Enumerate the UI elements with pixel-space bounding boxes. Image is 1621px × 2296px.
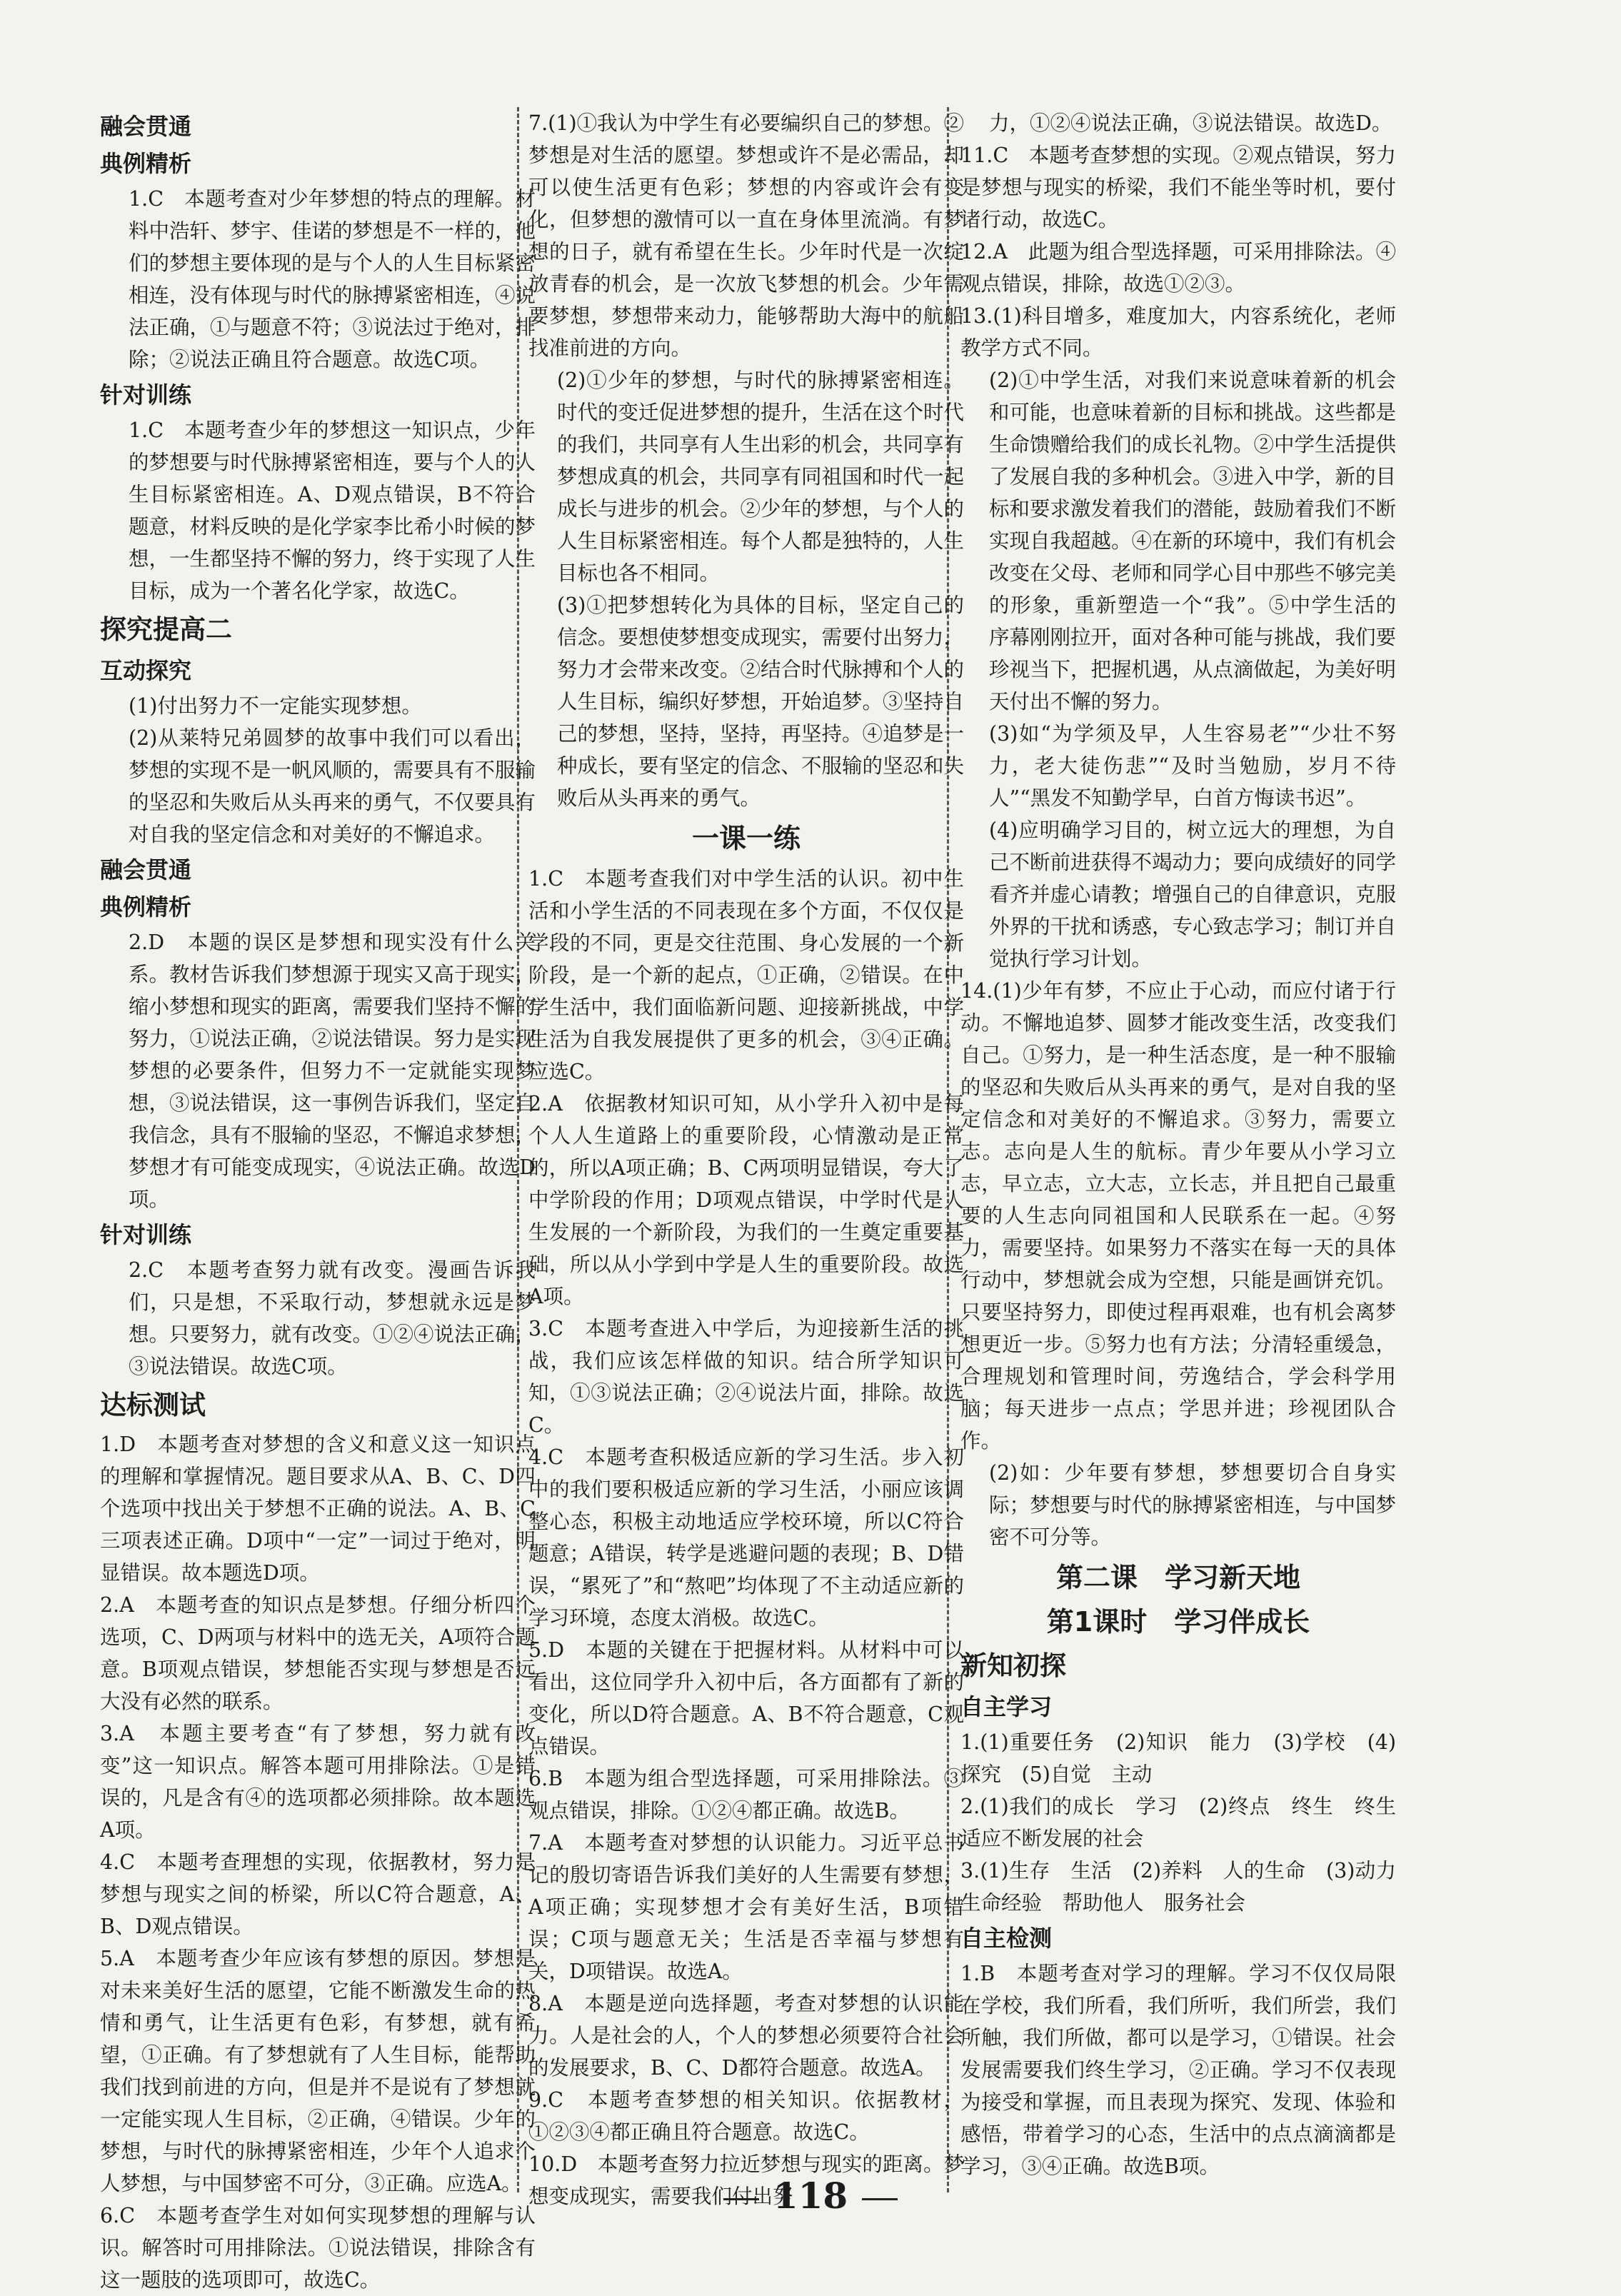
section-heading: 新知初探 (960, 1650, 1066, 1681)
section-heading: 探究提高二 (100, 614, 232, 645)
answer-item: 2.A 本题考查的知识点是梦想。仔细分析四个选项，C、D两项与材料中的选无关，A项符合题意。B项观点错误，梦想能否实现与梦想是否远大没有必然的联系。 (100, 1593, 536, 1713)
page-number (0, 2175, 1621, 2217)
answer-paragraph: (3)①把梦想转化为具体的目标，坚定自己的信念。要想使梦想变成现实，需要付出努力，努力才会带来改变。②结合时代脉搏和个人的人生目标，编织好梦想，开始追梦。③坚持自己的梦想，坚持，坚持，再坚持。④追梦是一种成长，要有坚定的信念、不服输的坚忍和失败后从头再来的勇气。 (557, 593, 965, 810)
answer-item: 1.D 本题考查对梦想的含义和意义这一知识点的理解和掌握情况。题目要求从A、B、C、D四个选项中找出关于梦想不正确的说法。A、B、C三项表述正确。D项中“一定”一词过于绝对，明显错误。故本题选D项。 (100, 1433, 536, 1585)
answer-paragraph: (2)①中学生活，对我们来说意味着新的机会和可能，也意味着新的目标和挑战。这些都是生命馈赠给我们的成长礼物。②中学生活提供了发展自我的多种机会。③进入中学，新的目标和要求激发着我们的潜能，鼓励着我们不断实现自我超越。④在新的环境中，我们有机会改变在父母、老师和同学心目中那些不够完美的形象，重新塑造一个“我”。⑤中学生活的序幕刚刚拉开，面对各种可能与挑战，我们要珍视当下，把握机遇，从点滴做起，为美好明天付出不懈的努力。 (989, 369, 1397, 713)
answer-item: 14.(1)少年有梦，不应止于心动，而应付诸于行动。不懈地追梦、圆梦才能改变生活，改变我们自己。①努力，是一种生活态度，是一种不服输的坚忍和失败后从头再来的勇气，是对自我的坚定信念和对美好的不懈追求。③努力，需要立志。志向是人生的航标。青少年要从小学习立志，早立志，立大志，立长志，并且把自己最重要的人生志向同祖国和人民联系在一起。④努力，需要坚持。如果努力不落实在每一天的具体行动中，梦想就会成为空想，只能是画饼充饥。只要坚持努力，即使过程再艰难，也有机会离梦想更近一步。⑤努力也有方法；分清轻重缓急，合理规划和管理时间，劳逸结合，学会科学用脑；每天进步一点点；学思并进；珍视团队合作。 (960, 979, 1396, 1453)
middle-column (528, 107, 964, 2212)
section-heading: 达标测试 (100, 1390, 206, 1420)
lesson-title: 第二课 学习新天地 (1055, 1562, 1300, 1593)
answer-item: 11.C 本题考查梦想的实现。②观点错误，努力是梦想与现实的桥梁，我们不能坐等时机，要付诸行动，故选C。 (960, 144, 1396, 231)
answer-item: 7.(1)①我认为中学生有必要编织自己的梦想。②梦想是对生活的愿望。梦想或许不是必需品，却可以使生活更有色彩；梦想的内容或许会有变化，但梦想的激情可以一直在身体里流淌。有梦想的日子，就有希望在生长。少年时代是一次绽放青春的机会，是一次放飞梦想的机会。少年需要梦想，梦想带来动力，能够帮助大海中的航船找准前进的方向。 (528, 111, 964, 360)
answer-item: 2.A 依据教材知识可知，从小学升入初中是每个人人生道路上的重要阶段，心情激动是正常的，所以A项正确；B、C两项明显错误，夸大了中学阶段的作用；D项观点错误，中学时代是人生发展的一个新阶段，为我们的一生奠定重要基础，所以从小学到中学是人生的重要阶段。故选A项。 (528, 1092, 964, 1308)
answer-item: 1.B 本题考查对学习的理解。学习不仅仅局限在学校，我们所看，我们所听，我们所尝，我们所触，我们所做，都可以是学习，①错误。社会发展需要我们终生学习，②正确。学习不仅表现为接受和掌握，而且表现为探究、发现、体验和感悟，带着学习的心态，生活中的点点滴滴都是学习，③④正确。故选B项。 (960, 1962, 1396, 2178)
section-title: 针对训练 (100, 1221, 192, 1248)
answer-item: 2.(1)我们的成长 学习 (2)终点 终生 终生 适应不断发展的社会 (960, 1795, 1417, 1850)
period-title: 第1课时 学习伴成长 (1046, 1606, 1310, 1638)
answer-item: 5.D 本题的关键在于把握材料。从材料中可以看出，这位同学升入初中后，各方面都有了新的变化，所以D符合题意。A、B不符合题意，C观点错误。 (528, 1638, 964, 1758)
answer-paragraph: (4)应明确学习目的，树立远大的理想，为自己不断前进获得不竭动力；要向成绩好的同学看齐并虚心请教；增强自己的自律意识，克服外界的干扰和诱惑，专心致志学习；制订并自觉执行学习计划。 (989, 818, 1397, 971)
answer-item: 3.(1)生存 生活 (2)养料 人的生命 (3)动力 生命经验 帮助他人 服务社会 (960, 1859, 1417, 1915)
answer-item: 7.A 本题考查对梦想的认识能力。习近平总书记的殷切寄语告诉我们美好的人生需要有梦想，A项正确；实现梦想才会有美好生活，B项错误；C项与题意无关；生活是否幸福与梦想有关，D项错误。故选A。 (528, 1831, 964, 1983)
answer-item: 1.C 本题考查我们对中学生活的认识。初中生活和小学生活的不同表现在多个方面，不仅仅是学段的不同，更是交往范围、身心发展的一个新阶段，是一个新的起点，①正确，②错误。在中学生活中，我们面临新问题、迎接新挑战，中学生活为自我发展提供了更多的机会，③④正确。应选C。 (528, 867, 964, 1083)
answer-item: 4.C 本题考查积极适应新的学习生活。步入初中的我们要积极适应新的学习生活，小丽应该调整心态，积极主动地适应学校环境，所以C符合题意；A错误，转学是逃避问题的表现；B、D错误，“累死了”和“熬吧”均体现了不主动适应新的学习环境，态度太消极。故选C。 (528, 1445, 964, 1630)
answer-item: 12.A 此题为组合型选择题，可采用排除法。④观点错误，排除，故选①②③。 (960, 240, 1396, 296)
answer-item: 4.C 本题考查理想的实现，依据教材，努力是梦想与现实之间的桥梁，所以C符合题意，A、B、D观点错误。 (100, 1850, 536, 1938)
answer-paragraph: 1.C 本题考查对少年梦想的特点的理解。材料中浩轩、梦宇、佳诺的梦想是不一样的，他们的梦想主要体现的是与个人的人生目标紧密相连，没有体现与时代的脉搏紧密相连，④说法正确，①与题意不符；③说法过于绝对，排除；②说法正确且符合题意。故选C项。 (129, 187, 536, 371)
answer-paragraph: (3)如“为学须及早，人生容易老”“少壮不努力，老大徒伤悲”“及时当勉励，岁月不待人”“黑发不知勤学早，白首方悔读书迟”。 (989, 722, 1396, 810)
answer-paragraph: (2)①少年的梦想，与时代的脉搏紧密相连。时代的变迁促进梦想的提升，生活在这个时代的我们，共同享有人生出彩的机会，共同享有梦想成真的机会，共同享有同祖国和时代一起成长与进步的机会。②少年的梦想，与个人的人生目标紧密相连。每个人都是独特的，人生目标也各不相同。 (557, 369, 965, 585)
section-title: 融会贯通 (100, 856, 192, 883)
left-column (100, 107, 536, 2296)
section-title: 融会贯通 (100, 113, 192, 140)
answer-paragraph: 2.C 本题考查努力就有改变。漫画告诉我们，只是想，不采取行动，梦想就永远是梦想。只要努力，就有改变。①②④说法正确，③说法错误。故选C项。 (129, 1258, 536, 1378)
answer-paragraph: (1)付出努力不一定能实现梦想。 (129, 694, 422, 718)
answer-item: 9.C 本题考查梦想的相关知识。依据教材，①②③④都正确且符合题意。故选C。 (528, 2088, 964, 2144)
answer-paragraph: 1.C 本题考查少年的梦想这一知识点，少年的梦想要与时代脉搏紧密相连，要与个人的人生目标紧密相连。A、D观点错误，B不符合题意，材料反映的是化学家李比希小时候的梦想，一生都坚持不懈的努力，终于实现了人生目标，成为一个著名化学家，故选C。 (129, 418, 536, 603)
answer-item: 1.(1)重要任务 (2)知识 能力 (3)学校 (4)探究 (5)自觉 主动 (960, 1730, 1396, 1786)
answer-paragraph: (2)如：少年要有梦想，梦想要切合自身实际；梦想要与时代的脉搏紧密相连，与中国梦密不可分等。 (989, 1461, 1397, 1549)
page-number-dash-right (862, 2198, 898, 2200)
answer-item: 8.A 本题是逆向选择题，考查对梦想的认识能力。人是社会的人，个人的梦想必须要符合社会的发展要求，B、C、D都符合题意。故选A。 (528, 1992, 964, 2080)
section-title: 针对训练 (100, 381, 192, 408)
page-number-dash-left (723, 2198, 759, 2200)
section-subtitle: 互动探究 (100, 657, 192, 684)
section-subtitle: 自主学习 (960, 1693, 1053, 1720)
right-column (960, 107, 1417, 2182)
answer-item: 13.(1)科目增多，难度加大，内容系统化，老师教学方式不同。 (960, 304, 1396, 360)
answer-paragraph: (2)从莱特兄弟圆梦的故事中我们可以看出，梦想的实现不是一帆风顺的，需要具有不服输的坚忍和失败后从头再来的勇气，不仅要具有对自我的坚定信念和对美好的不懈追求。 (129, 726, 536, 846)
answer-item: 5.A 本题考查少年应该有梦想的原因。梦想是对未来美好生活的愿望，它能不断激发生命的热情和勇气，让生活更有色彩，有梦想，就有希望，①正确。有了梦想就有了人生目标，能帮助我们找到前进的方向，但是并不是说有了梦想就一定能实现人生目标，②正确，④错误。少年的梦想，与时代的脉搏紧密相连，少年个人追求个人梦想，与中国梦密不可分，③正确。应选A。 (100, 1947, 536, 2195)
section-heading: 一课一练 (691, 823, 801, 854)
answer-item: 3.A 本题主要考查“有了梦想，努力就有改变”这一知识点。解答本题可用排除法。①是错误的，凡是含有④的选项都必须排除。故本题选A项。 (100, 1722, 536, 1842)
section-subtitle: 典例精析 (100, 893, 192, 921)
section-subtitle: 典例精析 (100, 150, 192, 177)
section-subtitle: 自主检测 (960, 1925, 1053, 1952)
answer-item: 10.D 本题考查努力拉近梦想与现实的距离。梦想变成现实，需要我们付出努 (528, 2152, 964, 2208)
page-number-value: 118 (773, 2175, 848, 2217)
answer-item: 6.B 本题为组合型选择题，可采用排除法。③观点错误，排除。①②④都正确。故选B。 (528, 1767, 964, 1823)
answer-item: 3.C 本题考查进入中学后，为迎接新生活的挑战，我们应该怎样做的知识。结合所学知识可知，①③说法正确；②④说法片面，排除。故选C。 (528, 1317, 964, 1437)
answer-paragraph: 2.D 本题的误区是梦想和现实没有什么关系。教材告诉我们梦想源于现实又高于现实，缩小梦想和现实的距离，需要我们坚持不懈的努力，①说法正确，②说法错误。努力是实现梦想的必要条件，但努力不一定就能实现梦想，③说法错误，这一事例告诉我们，坚定自我信念，具有不服输的坚忍，不懈追求梦想，梦想才有可能变成现实，④说法正确。故选D项。 (129, 931, 536, 1211)
answer-paragraph: 力，①②④说法正确，③说法错误。故选D。 (989, 111, 1392, 135)
answer-item: 6.C 本题考查学生对如何实现梦想的理解与认识。解答时可用排除法。①说法错误，排除含有这一题肢的选项即可，故选C。 (100, 2204, 536, 2292)
